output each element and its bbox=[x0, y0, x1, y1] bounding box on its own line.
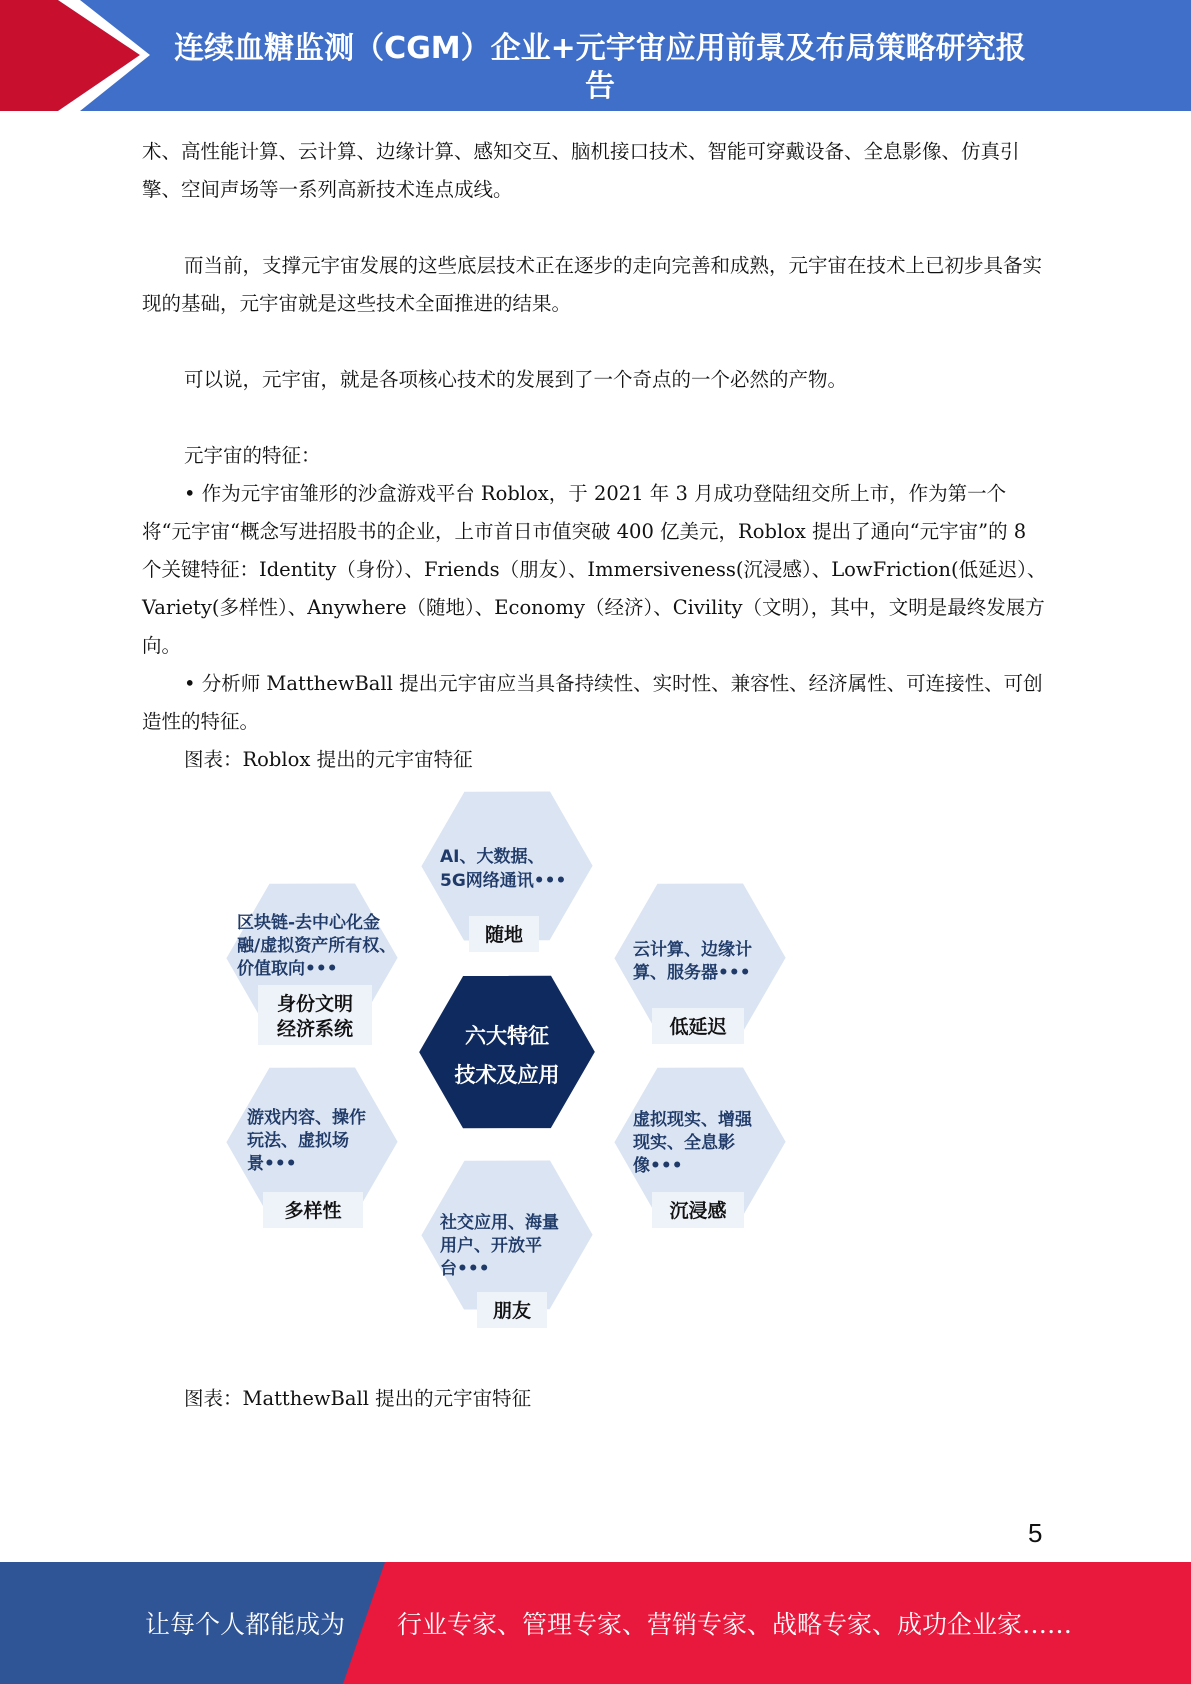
hex-identity-desc-1: 区块链-去中心化金 bbox=[237, 913, 381, 933]
paragraph-current-state: 而当前，支撑元宇宙发展的这些底层技术正在逐步的走向完善和成熟，元宇宙在技术上已初步具备实现的基础，元宇宙就是这些技术全面推进的结果。 bbox=[142, 254, 1043, 315]
hex-center bbox=[397, 938, 617, 1166]
page-header bbox=[0, 0, 1191, 111]
hex-friends-desc-1: 社交应用、海量 bbox=[440, 1213, 559, 1233]
hex-variety bbox=[205, 1031, 419, 1254]
paragraph-tech-list: 术、高性能计算、云计算、边缘计算、感知交互、脑机接口技术、智能可穿戴设备、全息影像、仿真引擎、空间声场等一系列高新技术连点成线。 bbox=[142, 140, 1020, 201]
report-title: 连续血糖监测（CGM）企业+元宇宙应用前景及布局策略研究报告 bbox=[174, 31, 1026, 104]
hex-identity bbox=[205, 847, 419, 1070]
figure-caption-roblox: 图表：Roblox 提出的元宇宙特征 bbox=[184, 748, 473, 771]
metaverse-features-diagram bbox=[195, 780, 825, 1340]
figure-caption-matthewball: 图表：MatthewBall 提出的元宇宙特征 bbox=[184, 1387, 532, 1410]
hex-low-friction-label: 低延迟 bbox=[669, 1016, 727, 1038]
paragraph-matthewball: • 分析师 MatthewBall 提出元宇宙应当具备持续性、实时性、兼容性、经济属性、可连接性、可创造性的特征。 bbox=[142, 672, 1043, 733]
hex-center-line-2: 技术及应用 bbox=[454, 1063, 560, 1087]
hex-friends-desc-3: 台••• bbox=[440, 1259, 490, 1279]
hex-immersiveness-desc-3: 像••• bbox=[633, 1156, 683, 1176]
hex-anywhere bbox=[400, 780, 614, 977]
hex-center-line-1: 六大特征 bbox=[465, 1024, 549, 1048]
paragraph-features-heading: 元宇宙的特征： bbox=[184, 444, 321, 467]
hex-low-friction-desc-2: 算、服务器••• bbox=[633, 963, 751, 983]
hex-friends-label: 朋友 bbox=[492, 1300, 532, 1322]
paragraph-roblox: • 作为元宇宙雏形的沙盒游戏平台 Roblox，于 2021 年 3 月成功登陆纽交所上市，作为第一个将“元宇宙“概念写进招股书的企业，上市首日市值突破 400 亿美元，Roblox 提出了通向“元宇宙”的 8 个关键特征：Identity（身份）、Friends（朋友）、Immersiveness(沉浸感）、LowFriction(低延迟）、Variety(多样性）、Anywhere（随地）、Economy（经济）、Civility（文明），其中，文明是最终发展方向。 bbox=[142, 482, 1047, 657]
footer-slogan-right: 行业专家、管理专家、营销专家、战略专家、成功企业家…… bbox=[397, 1610, 1073, 1639]
hex-variety-label: 多样性 bbox=[284, 1200, 342, 1222]
hex-identity-label-1: 身份文明 bbox=[276, 993, 354, 1015]
hex-identity-label-2: 经济系统 bbox=[276, 1018, 354, 1040]
hex-identity-desc-2: 融/虚拟资产所有权、 bbox=[237, 936, 397, 956]
hex-anywhere-desc-2: 5G网络通讯••• bbox=[440, 871, 567, 891]
hex-low-friction bbox=[593, 847, 807, 1070]
paragraph-singularity: 可以说，元宇宙，就是各项核心技术的发展到了一个奇点的一个必然的产物。 bbox=[184, 368, 848, 391]
hex-immersiveness-label: 沉浸感 bbox=[669, 1200, 727, 1222]
hex-immersiveness-desc-2: 现实、全息影 bbox=[633, 1133, 735, 1153]
hex-anywhere-label: 随地 bbox=[484, 924, 524, 946]
hex-friends bbox=[400, 1124, 614, 1340]
hex-variety-desc-1: 游戏内容、操作 bbox=[247, 1108, 366, 1128]
hex-variety-desc-3: 景••• bbox=[247, 1154, 297, 1174]
hex-immersiveness-desc-1: 虚拟现实、增强 bbox=[633, 1110, 752, 1130]
footer-slogan-left: 让每个人都能成为 bbox=[145, 1610, 346, 1639]
hex-anywhere-desc-1: AI、大数据、 bbox=[440, 847, 545, 867]
page-number: 5 bbox=[1028, 1518, 1043, 1548]
hex-friends-desc-2: 用户、开放平 bbox=[440, 1236, 542, 1256]
hex-immersiveness bbox=[593, 1031, 807, 1254]
hex-variety-desc-2: 玩法、虚拟场 bbox=[247, 1131, 349, 1151]
hex-identity-desc-3: 价值取向••• bbox=[237, 959, 338, 979]
hex-low-friction-desc-1: 云计算、边缘计 bbox=[633, 940, 752, 960]
